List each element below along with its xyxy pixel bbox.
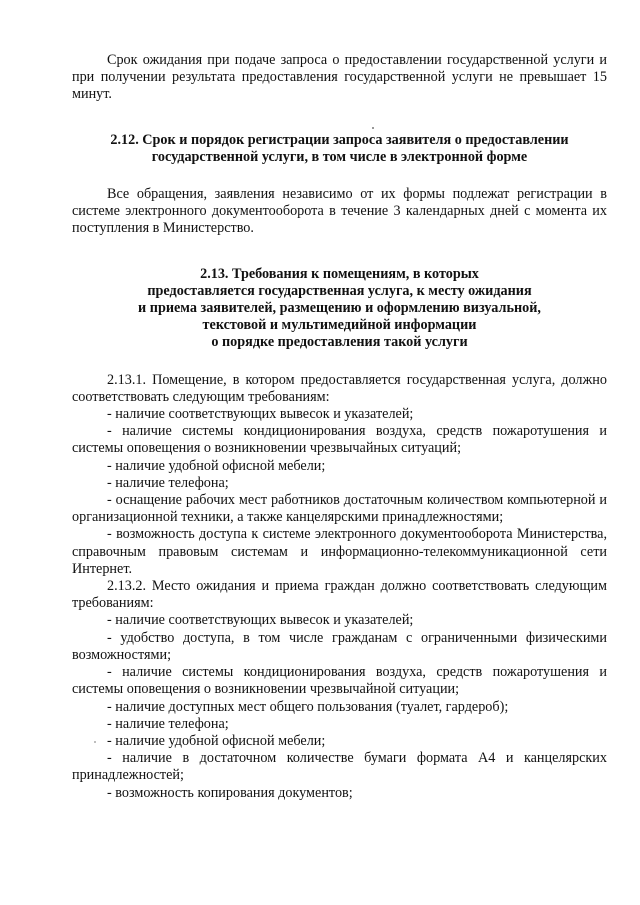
list-item: - наличие системы кондиционирования воздуха, средств пожаротушения и системы оповещения о возникновении чрезвычайных ситуаций; (72, 423, 607, 457)
list-item: - наличие телефона; (107, 715, 229, 732)
list-item: - наличие соответствующих вывесок и указателей; (107, 406, 414, 423)
list-item: - наличие в достаточном количестве бумаги формата А4 и канцелярских принадлежностей; (72, 750, 607, 784)
list-item: - наличие соответствующих вывесок и указателей; (107, 612, 414, 629)
section-2-12-heading: 2.12. Срок и порядок регистрации запроса заявителя о предоставлении государственной услуги, в том числе в электронной форме (110, 131, 569, 165)
list-item: - наличие системы кондиционирования воздуха, средств пожаротушения и системы оповещения о возникновении чрезвычайной ситуации; (72, 664, 607, 698)
list-item: - наличие удобной офисной мебели; (107, 732, 326, 749)
section-2-13-heading: 2.13. Требования к помещениям, в которых предоставляется государственная услуга, к месту ожидания и приема заявителей, размещению и оформлению визуальной, текстовой и мультимедийной информации о порядке предоставления такой услуги (138, 265, 541, 351)
intro-paragraph: Срок ожидания при подаче запроса о предоставлении государственной услуги и при получении результата предоставления государственной услуги не превышает 15 минут. (72, 52, 607, 103)
list-item: - возможность доступа к системе электронного документооборота Министерства, справочным правовым системам и информационно-телекоммуникационной сети Интернет. (72, 526, 607, 577)
list-item: - наличие телефона; (107, 474, 229, 491)
section-2-12-text: Все обращения, заявления независимо от их формы подлежат регистрации в системе электронного документооборота в течение 3 календарных дней с момента их поступления в Министерство. (72, 186, 607, 237)
list-item: - оснащение рабочих мест работников достаточным количеством компьютерной и организационной техники, а также канцелярскими принадлежностями; (72, 492, 607, 526)
clause-2-13-2-intro: 2.13.2. Место ожидания и приема граждан должно соответствовать следующим требованиям: (72, 578, 607, 612)
clause-2-13-1-intro: 2.13.1. Помещение, в котором предоставляется государственная услуга, должно соответствовать следующим требованиям: (72, 371, 607, 405)
list-item: - возможность копирования документов; (107, 784, 353, 801)
document-page (72, 52, 607, 802)
list-item: - удобство доступа, в том числе гражданам с ограниченными физическими возможностями; (72, 629, 607, 663)
list-item: - наличие удобной офисной мебели; (107, 457, 326, 474)
list-item: - наличие доступных мест общего пользования (туалет, гардероб); (107, 698, 509, 715)
